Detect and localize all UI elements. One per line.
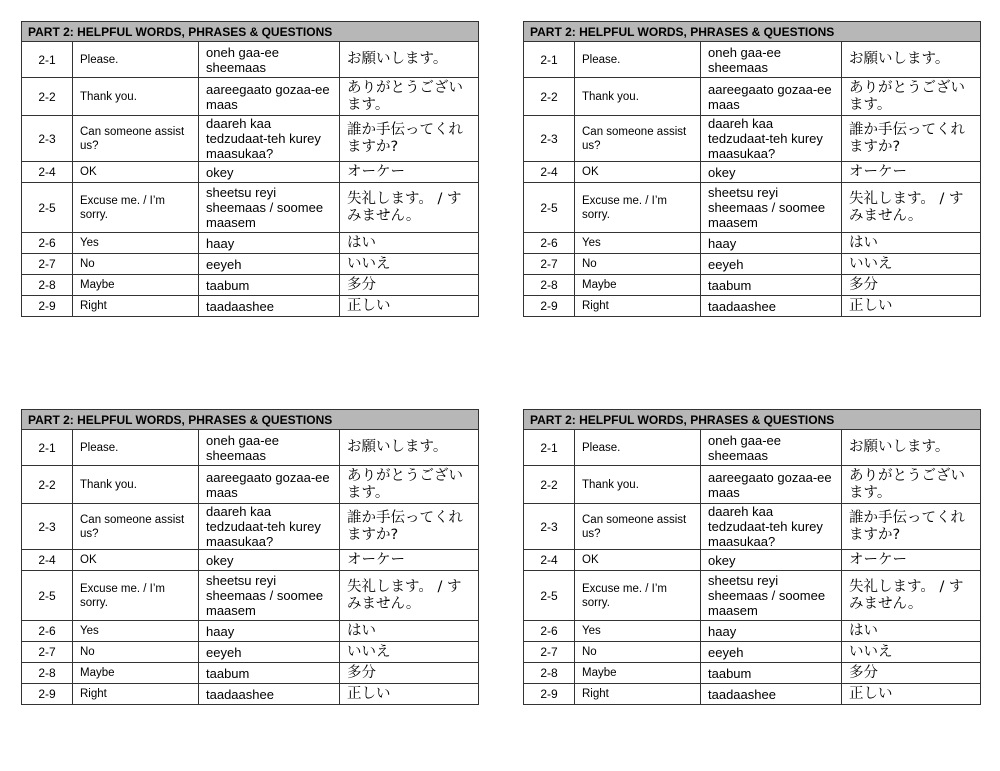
- romaji-cell: taabum: [199, 663, 340, 684]
- romaji-cell: oneh gaa-ee sheemaas: [199, 42, 340, 78]
- row-number: 2-2: [524, 78, 575, 116]
- japanese-cell: オーケー: [340, 162, 479, 183]
- table-row: [524, 430, 981, 466]
- japanese-cell: 多分: [842, 663, 981, 684]
- japanese-cell: はい: [842, 233, 981, 254]
- phrase-table: [21, 21, 479, 317]
- romaji-cell: oneh gaa-ee sheemaas: [199, 430, 340, 466]
- english-cell: Can someone assist us?: [575, 116, 701, 162]
- japanese-cell: 多分: [842, 275, 981, 296]
- row-number: 2-3: [22, 116, 73, 162]
- japanese-cell: 正しい: [842, 684, 981, 705]
- japanese-cell: ありがとうございます。: [842, 78, 981, 116]
- row-number: 2-1: [22, 430, 73, 466]
- english-cell: OK: [73, 162, 199, 183]
- romaji-cell: haay: [701, 233, 842, 254]
- japanese-cell: 多分: [340, 663, 479, 684]
- phrase-table: [523, 409, 981, 705]
- phrase-card-bottom-right: [523, 409, 980, 705]
- table-header-row: [524, 410, 981, 430]
- english-cell: Yes: [73, 621, 199, 642]
- romaji-cell: okey: [199, 550, 340, 571]
- row-number: 2-6: [22, 233, 73, 254]
- english-cell: Right: [73, 684, 199, 705]
- english-cell: Can someone assist us?: [73, 504, 199, 550]
- english-cell: Can someone assist us?: [73, 116, 199, 162]
- english-cell: Yes: [575, 233, 701, 254]
- table-row: [22, 550, 479, 571]
- row-number: 2-3: [22, 504, 73, 550]
- japanese-cell: オーケー: [340, 550, 479, 571]
- romaji-cell: sheetsu reyi sheemaas / soomee maasem: [701, 571, 842, 621]
- row-number: 2-7: [22, 254, 73, 275]
- romaji-cell: daareh kaa tedzudaat-teh kurey maasukaa?: [701, 504, 842, 550]
- english-cell: Maybe: [575, 663, 701, 684]
- romaji-cell: daareh kaa tedzudaat-teh kurey maasukaa?: [199, 504, 340, 550]
- japanese-cell: はい: [842, 621, 981, 642]
- japanese-cell: いいえ: [340, 254, 479, 275]
- table-row: [524, 621, 981, 642]
- japanese-cell: 失礼します。 / すみません。: [842, 183, 981, 233]
- table-row: [524, 233, 981, 254]
- english-cell: Thank you.: [73, 78, 199, 116]
- romaji-cell: okey: [701, 162, 842, 183]
- english-cell: No: [73, 642, 199, 663]
- row-number: 2-5: [22, 183, 73, 233]
- table-header: PART 2: HELPFUL WORDS, PHRASES & QUESTIONS: [22, 410, 479, 430]
- japanese-cell: はい: [340, 621, 479, 642]
- english-cell: Excuse me. / I’m sorry.: [575, 183, 701, 233]
- table-row: [22, 254, 479, 275]
- row-number: 2-4: [22, 550, 73, 571]
- row-number: 2-7: [22, 642, 73, 663]
- romaji-cell: sheetsu reyi sheemaas / soomee maasem: [199, 571, 340, 621]
- romaji-cell: eeyeh: [199, 254, 340, 275]
- japanese-cell: はい: [340, 233, 479, 254]
- row-number: 2-3: [524, 116, 575, 162]
- romaji-cell: aareegaato gozaa-ee maas: [701, 78, 842, 116]
- table-row: [22, 42, 479, 78]
- romaji-cell: oneh gaa-ee sheemaas: [701, 430, 842, 466]
- phrase-table: [523, 21, 981, 317]
- table-body: [22, 42, 479, 317]
- table-header: PART 2: HELPFUL WORDS, PHRASES & QUESTIONS: [524, 410, 981, 430]
- japanese-cell: ありがとうございます。: [340, 78, 479, 116]
- japanese-cell: 正しい: [842, 296, 981, 317]
- table-header-row: [22, 22, 479, 42]
- row-number: 2-1: [524, 42, 575, 78]
- row-number: 2-9: [22, 684, 73, 705]
- table-row: [524, 550, 981, 571]
- romaji-cell: aareegaato gozaa-ee maas: [199, 466, 340, 504]
- table-row: [524, 571, 981, 621]
- english-cell: No: [575, 642, 701, 663]
- english-cell: OK: [575, 550, 701, 571]
- romaji-cell: eeyeh: [701, 254, 842, 275]
- phrase-card-top-left: [21, 21, 478, 317]
- table-row: [524, 504, 981, 550]
- english-cell: Thank you.: [575, 78, 701, 116]
- english-cell: OK: [575, 162, 701, 183]
- japanese-cell: ありがとうございます。: [340, 466, 479, 504]
- japanese-cell: お願いします。: [340, 430, 479, 466]
- row-number: 2-2: [22, 466, 73, 504]
- romaji-cell: okey: [701, 550, 842, 571]
- japanese-cell: お願いします。: [340, 42, 479, 78]
- japanese-cell: 失礼します。 / すみません。: [340, 183, 479, 233]
- row-number: 2-5: [524, 183, 575, 233]
- japanese-cell: 正しい: [340, 684, 479, 705]
- table-row: [524, 642, 981, 663]
- romaji-cell: taadaashee: [199, 684, 340, 705]
- table-row: [524, 466, 981, 504]
- phrase-card-top-right: [523, 21, 980, 317]
- english-cell: Excuse me. / I’m sorry.: [575, 571, 701, 621]
- japanese-cell: お願いします。: [842, 42, 981, 78]
- row-number: 2-1: [524, 430, 575, 466]
- table-row: [524, 254, 981, 275]
- table-row: [524, 78, 981, 116]
- row-number: 2-1: [22, 42, 73, 78]
- english-cell: Yes: [575, 621, 701, 642]
- table-row: [22, 571, 479, 621]
- english-cell: Right: [575, 296, 701, 317]
- row-number: 2-9: [524, 684, 575, 705]
- english-cell: Can someone assist us?: [575, 504, 701, 550]
- table-row: [524, 296, 981, 317]
- table-body: [524, 430, 981, 705]
- romaji-cell: taadaashee: [701, 684, 842, 705]
- table-row: [524, 116, 981, 162]
- table-header: PART 2: HELPFUL WORDS, PHRASES & QUESTIONS: [524, 22, 981, 42]
- table-body: [524, 42, 981, 317]
- table-row: [524, 162, 981, 183]
- romaji-cell: aareegaato gozaa-ee maas: [199, 78, 340, 116]
- phrase-card-bottom-left: [21, 409, 478, 705]
- english-cell: Excuse me. / I’m sorry.: [73, 183, 199, 233]
- japanese-cell: 誰か手伝ってくれますか?: [340, 504, 479, 550]
- table-row: [22, 466, 479, 504]
- row-number: 2-8: [524, 663, 575, 684]
- row-number: 2-8: [22, 663, 73, 684]
- japanese-cell: 正しい: [340, 296, 479, 317]
- row-number: 2-5: [22, 571, 73, 621]
- japanese-cell: オーケー: [842, 550, 981, 571]
- english-cell: Maybe: [73, 663, 199, 684]
- row-number: 2-9: [22, 296, 73, 317]
- row-number: 2-3: [524, 504, 575, 550]
- romaji-cell: sheetsu reyi sheemaas / soomee maasem: [199, 183, 340, 233]
- romaji-cell: aareegaato gozaa-ee maas: [701, 466, 842, 504]
- table-header-row: [22, 410, 479, 430]
- table-row: [22, 504, 479, 550]
- romaji-cell: taadaashee: [701, 296, 842, 317]
- japanese-cell: 失礼します。 / すみません。: [842, 571, 981, 621]
- table-row: [22, 621, 479, 642]
- english-cell: Thank you.: [575, 466, 701, 504]
- table-row: [22, 642, 479, 663]
- table-row: [22, 430, 479, 466]
- romaji-cell: oneh gaa-ee sheemaas: [701, 42, 842, 78]
- table-row: [22, 663, 479, 684]
- table-row: [22, 78, 479, 116]
- english-cell: No: [575, 254, 701, 275]
- romaji-cell: daareh kaa tedzudaat-teh kurey maasukaa?: [701, 116, 842, 162]
- table-row: [524, 663, 981, 684]
- table-row: [524, 183, 981, 233]
- romaji-cell: haay: [701, 621, 842, 642]
- row-number: 2-2: [22, 78, 73, 116]
- romaji-cell: taabum: [701, 275, 842, 296]
- row-number: 2-8: [22, 275, 73, 296]
- english-cell: No: [73, 254, 199, 275]
- english-cell: Yes: [73, 233, 199, 254]
- romaji-cell: sheetsu reyi sheemaas / soomee maasem: [701, 183, 842, 233]
- table-header-row: [524, 22, 981, 42]
- table-row: [524, 275, 981, 296]
- romaji-cell: taabum: [199, 275, 340, 296]
- phrase-table: [21, 409, 479, 705]
- table-header: PART 2: HELPFUL WORDS, PHRASES & QUESTIONS: [22, 22, 479, 42]
- row-number: 2-4: [22, 162, 73, 183]
- japanese-cell: 失礼します。 / すみません。: [340, 571, 479, 621]
- row-number: 2-4: [524, 162, 575, 183]
- table-row: [524, 42, 981, 78]
- japanese-cell: お願いします。: [842, 430, 981, 466]
- japanese-cell: いいえ: [842, 254, 981, 275]
- row-number: 2-5: [524, 571, 575, 621]
- table-row: [22, 684, 479, 705]
- row-number: 2-2: [524, 466, 575, 504]
- table-body: [22, 430, 479, 705]
- row-number: 2-9: [524, 296, 575, 317]
- japanese-cell: ありがとうございます。: [842, 466, 981, 504]
- row-number: 2-8: [524, 275, 575, 296]
- romaji-cell: eeyeh: [701, 642, 842, 663]
- table-row: [22, 162, 479, 183]
- table-row: [22, 296, 479, 317]
- table-row: [22, 116, 479, 162]
- english-cell: Maybe: [575, 275, 701, 296]
- japanese-cell: 誰か手伝ってくれますか?: [842, 116, 981, 162]
- japanese-cell: いいえ: [842, 642, 981, 663]
- row-number: 2-6: [22, 621, 73, 642]
- romaji-cell: okey: [199, 162, 340, 183]
- japanese-cell: いいえ: [340, 642, 479, 663]
- english-cell: Right: [575, 684, 701, 705]
- romaji-cell: eeyeh: [199, 642, 340, 663]
- english-cell: Maybe: [73, 275, 199, 296]
- english-cell: Thank you.: [73, 466, 199, 504]
- romaji-cell: haay: [199, 233, 340, 254]
- row-number: 2-7: [524, 254, 575, 275]
- english-cell: Please.: [575, 430, 701, 466]
- romaji-cell: taabum: [701, 663, 842, 684]
- table-row: [524, 684, 981, 705]
- japanese-cell: 誰か手伝ってくれますか?: [340, 116, 479, 162]
- japanese-cell: 多分: [340, 275, 479, 296]
- english-cell: OK: [73, 550, 199, 571]
- english-cell: Excuse me. / I’m sorry.: [73, 571, 199, 621]
- english-cell: Please.: [575, 42, 701, 78]
- japanese-cell: 誰か手伝ってくれますか?: [842, 504, 981, 550]
- row-number: 2-4: [524, 550, 575, 571]
- romaji-cell: taadaashee: [199, 296, 340, 317]
- romaji-cell: haay: [199, 621, 340, 642]
- english-cell: Right: [73, 296, 199, 317]
- english-cell: Please.: [73, 42, 199, 78]
- table-row: [22, 183, 479, 233]
- row-number: 2-7: [524, 642, 575, 663]
- romaji-cell: daareh kaa tedzudaat-teh kurey maasukaa?: [199, 116, 340, 162]
- row-number: 2-6: [524, 621, 575, 642]
- table-row: [22, 233, 479, 254]
- japanese-cell: オーケー: [842, 162, 981, 183]
- english-cell: Please.: [73, 430, 199, 466]
- table-row: [22, 275, 479, 296]
- row-number: 2-6: [524, 233, 575, 254]
